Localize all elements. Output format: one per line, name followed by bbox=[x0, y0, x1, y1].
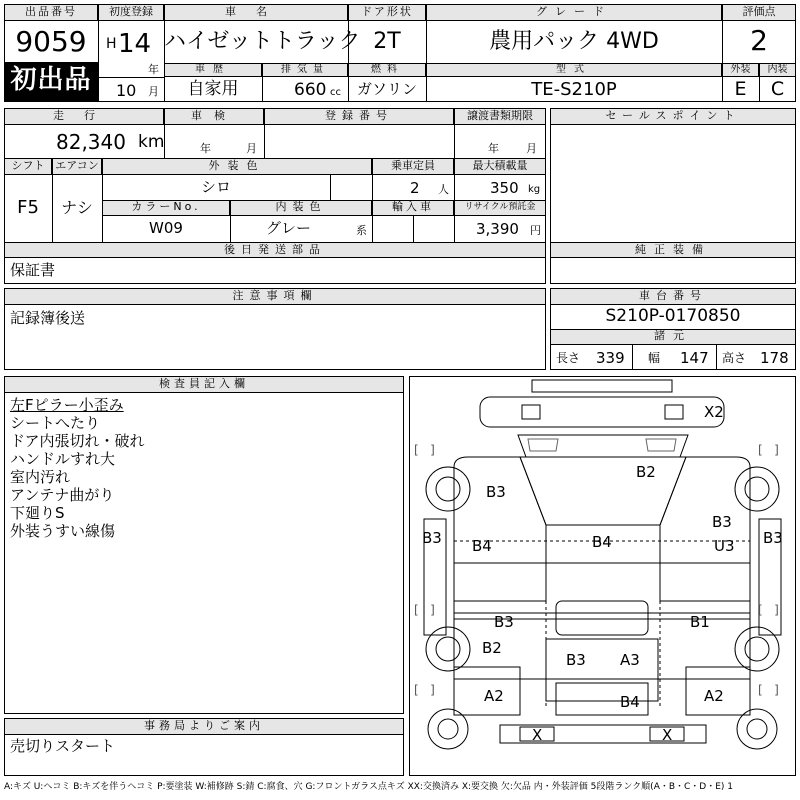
damage-mark: B3 bbox=[494, 613, 514, 631]
history-label: 車歴 bbox=[164, 63, 262, 77]
damage-mark: B4 bbox=[472, 537, 492, 555]
docs-year-unit: 年 bbox=[488, 142, 499, 155]
inspection-label: 車検 bbox=[164, 108, 264, 125]
grade-label: グレード bbox=[426, 4, 722, 21]
caution-label: 注意事項欄 bbox=[4, 288, 546, 305]
damage-mark: B3 bbox=[566, 651, 586, 669]
inspector-note: 左Fピラー小歪み bbox=[10, 396, 124, 414]
caution-text: 記録簿後送 bbox=[10, 309, 86, 327]
office-text: 売切りスタート bbox=[10, 737, 116, 755]
shift-label: シフト bbox=[4, 158, 52, 175]
bracket-mark: [ ] bbox=[758, 683, 779, 697]
damage-mark: B4 bbox=[620, 693, 640, 711]
damage-mark: A2 bbox=[704, 687, 724, 705]
max-load-label: 最大積載量 bbox=[454, 158, 546, 175]
car-name-label: 車名 bbox=[164, 4, 348, 21]
capacity: 2 bbox=[410, 179, 420, 197]
inspection-year-unit: 年 bbox=[200, 142, 211, 155]
damage-mark: B3 bbox=[422, 529, 442, 547]
damage-mark: B4 bbox=[592, 533, 612, 551]
inspector-note: 下廻りS bbox=[10, 504, 65, 522]
recycle-unit: 円 bbox=[530, 224, 541, 237]
damage-mark: B3 bbox=[712, 513, 732, 531]
import-label: 輸入車 bbox=[372, 200, 454, 216]
damage-diagram bbox=[409, 376, 796, 776]
first-reg-month: 10 bbox=[116, 81, 137, 100]
mileage-unit: km bbox=[138, 132, 165, 152]
ac: ナシ bbox=[61, 198, 93, 217]
inspection-month-unit: 月 bbox=[246, 142, 257, 155]
inspector-note: ドア内張切れ・破れ bbox=[10, 432, 145, 450]
height-label: 高さ bbox=[722, 351, 747, 365]
model-label: 型式 bbox=[426, 63, 722, 77]
damage-mark: B2 bbox=[482, 639, 502, 657]
length: 339 bbox=[596, 349, 625, 367]
interior-color-label: 内装色 bbox=[230, 200, 372, 216]
docs-month-unit: 月 bbox=[526, 142, 537, 155]
first-reg-label: 初度登録 bbox=[98, 4, 164, 21]
max-load: 350 bbox=[490, 179, 519, 197]
interior-color: グレー bbox=[266, 219, 312, 237]
inspector-note: ハンドルすれ大 bbox=[10, 450, 116, 468]
bracket-mark: [ ] bbox=[414, 443, 435, 457]
damage-mark: B3 bbox=[486, 483, 506, 501]
recycle-fee: 3,390 bbox=[476, 220, 519, 238]
damage-mark: B2 bbox=[636, 463, 656, 481]
width: 147 bbox=[680, 349, 709, 367]
sales-points-label: セールスポイント bbox=[550, 108, 796, 125]
score-label: 評価点 bbox=[722, 4, 796, 21]
width-label: 幅 bbox=[648, 351, 661, 365]
exterior-color-label: 外装色 bbox=[102, 158, 372, 175]
color-no: W09 bbox=[149, 219, 183, 237]
damage-mark: U3 bbox=[714, 537, 735, 555]
inspector-note: 外装うすい線傷 bbox=[10, 522, 116, 540]
docs-label: 譲渡書類期限 bbox=[454, 108, 546, 125]
damage-mark: X bbox=[532, 726, 543, 744]
max-load-unit: kg bbox=[528, 184, 541, 195]
lot-no-label: 出品番号 bbox=[4, 4, 98, 21]
inspector-note: アンテナ曲がり bbox=[10, 486, 115, 504]
mileage-label: 走行 bbox=[4, 108, 164, 125]
displacement-label: 排気量 bbox=[262, 63, 348, 77]
reg-no-label: 登録番号 bbox=[264, 108, 454, 125]
ext-grade: E bbox=[734, 78, 747, 100]
displacement: 660 bbox=[294, 80, 327, 100]
later-parts: 保証書 bbox=[10, 261, 56, 279]
dims-label: 諸元 bbox=[550, 329, 796, 345]
recycle-label: リサイクル預託金 bbox=[454, 200, 546, 216]
bracket-mark: [ ] bbox=[414, 683, 435, 697]
int-grade: C bbox=[770, 78, 785, 100]
later-parts-label: 後日発送部品 bbox=[4, 242, 546, 258]
damage-mark: B1 bbox=[690, 613, 710, 631]
bracket-mark: [ ] bbox=[758, 603, 779, 617]
displacement-unit: cc bbox=[330, 87, 341, 98]
model-code: TE-S210P bbox=[531, 79, 617, 100]
ext-grade-label: 外装 bbox=[722, 63, 759, 77]
damage-mark: B3 bbox=[763, 529, 783, 547]
chassis-label: 車台番号 bbox=[550, 288, 796, 305]
shift: F5 bbox=[17, 197, 39, 218]
damage-mark: A2 bbox=[484, 687, 504, 705]
bracket-mark: [ ] bbox=[758, 443, 779, 457]
exterior-color: シロ bbox=[200, 178, 231, 196]
inspector-label: 検査員記入欄 bbox=[4, 376, 404, 393]
month-unit: 月 bbox=[148, 85, 159, 98]
damage-mark: X bbox=[662, 726, 673, 744]
first-reg-year: 14 bbox=[118, 29, 152, 59]
chassis-no: S210P-0170850 bbox=[605, 306, 741, 326]
score: 2 bbox=[750, 24, 768, 57]
door-label: ドア形状 bbox=[348, 4, 426, 21]
color-no-label: カラーNo. bbox=[102, 200, 230, 216]
history: 自家用 bbox=[187, 79, 239, 99]
grade: 農用パック 4WD bbox=[489, 29, 659, 54]
door-type: 2T bbox=[373, 29, 401, 54]
interior-color-unit: 系 bbox=[356, 224, 367, 237]
ac-label: エアコン bbox=[52, 158, 102, 175]
damage-mark: A3 bbox=[620, 651, 640, 669]
capacity-unit: 人 bbox=[438, 183, 449, 196]
length-label: 長さ bbox=[556, 351, 581, 365]
inspector-notes bbox=[10, 396, 400, 540]
bracket-mark: [ ] bbox=[414, 603, 435, 617]
office-label: 事務局よりご案内 bbox=[4, 718, 404, 735]
height: 178 bbox=[760, 349, 789, 367]
inspector-note: 室内汚れ bbox=[10, 468, 71, 486]
era: H bbox=[106, 36, 117, 52]
lot-no: 9059 bbox=[15, 25, 87, 58]
capacity-label: 乗車定員 bbox=[372, 158, 454, 175]
fuel-label: 燃料 bbox=[348, 63, 426, 77]
int-grade-label: 内装 bbox=[759, 63, 796, 77]
inspector-note: シートへたり bbox=[10, 414, 101, 432]
fuel: ガソリン bbox=[356, 80, 417, 98]
year-unit: 年 bbox=[148, 63, 159, 76]
mileage: 82,340 bbox=[56, 130, 126, 154]
vehicle-outline bbox=[410, 377, 795, 775]
damage-legend: A:キズ U:ヘコミ B:キズを伴うヘコミ P:要塗装 W:補修跡 S:錆 C:腐食、穴 G:フロントガラス点キズ XX:交換済み X:要交換 欠:欠品 内・外装評価 5段階ランク順(A・B・C・D・E) 1 bbox=[4, 782, 734, 792]
car-name: ハイゼットトラック bbox=[164, 29, 361, 54]
first-listing-text: 初出品 bbox=[10, 65, 92, 95]
genuine-equipment-label: 純正装備 bbox=[550, 242, 796, 258]
damage-mark: X2 bbox=[704, 403, 724, 421]
